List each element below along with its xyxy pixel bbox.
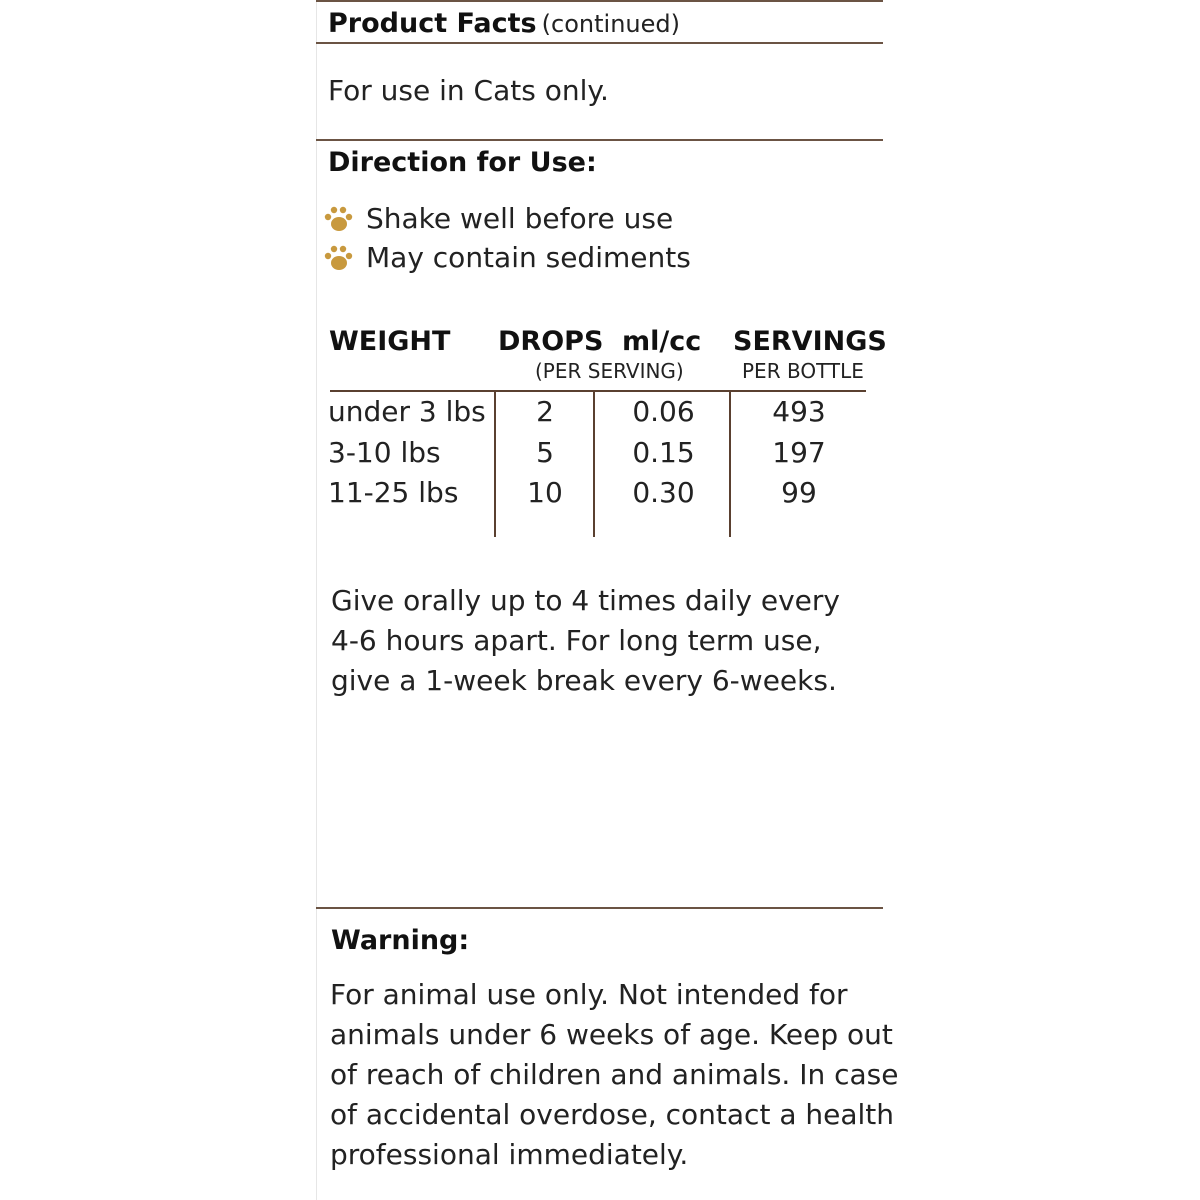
col-header-servings: SERVINGS: [733, 326, 887, 357]
cell-ml: 0.06: [632, 395, 695, 428]
paw-icon: [324, 244, 354, 272]
col-subheader-per-bottle: PER BOTTLE: [742, 359, 864, 383]
warning-title: Warning:: [331, 925, 470, 956]
header-divider: [316, 42, 883, 44]
col-subheader-per-serving: (PER SERVING): [535, 359, 684, 383]
usage-note: For use in Cats only.: [328, 74, 609, 107]
cell-ml: 0.30: [632, 476, 695, 509]
dosing-instructions: Give orally up to 4 times daily every 4-6 hours apart. For long term use, give a 1-week break every 6-weeks.: [331, 584, 840, 697]
cell-weight: 11-25 lbs: [328, 476, 459, 509]
cell-servings: 493: [772, 395, 826, 428]
col-header-ml: ml/cc: [622, 326, 702, 357]
cell-servings: 197: [772, 436, 826, 469]
cell-weight: 3-10 lbs: [328, 436, 441, 469]
direction-item-sediments: May contain sediments: [366, 241, 691, 274]
col-header-weight: WEIGHT: [329, 326, 451, 357]
cell-ml: 0.15: [632, 436, 695, 469]
cell-servings: 99: [781, 476, 817, 509]
page-header: [328, 8, 680, 39]
page-title: Product Facts: [328, 8, 537, 39]
paw-icon: [324, 205, 354, 233]
warning-text: For animal use only. Not intended for animals under 6 weeks of age. Keep out of reach of children and animals. In case of accidental overdose, contact a health professional immediately.: [330, 978, 899, 1171]
cell-drops: 10: [527, 476, 563, 509]
intro-divider: [316, 139, 883, 141]
directions-title: Direction for Use:: [328, 147, 597, 178]
table-header-rule: [330, 390, 866, 392]
page-subtitle: (continued): [541, 10, 680, 38]
direction-item-shake: Shake well before use: [366, 202, 674, 235]
warning-divider: [316, 907, 883, 909]
cell-drops: 2: [536, 395, 554, 428]
cell-weight: under 3 lbs: [328, 395, 486, 428]
top-divider: [316, 0, 883, 2]
cell-drops: 5: [536, 436, 554, 469]
col-header-drops: DROPS: [498, 326, 604, 357]
